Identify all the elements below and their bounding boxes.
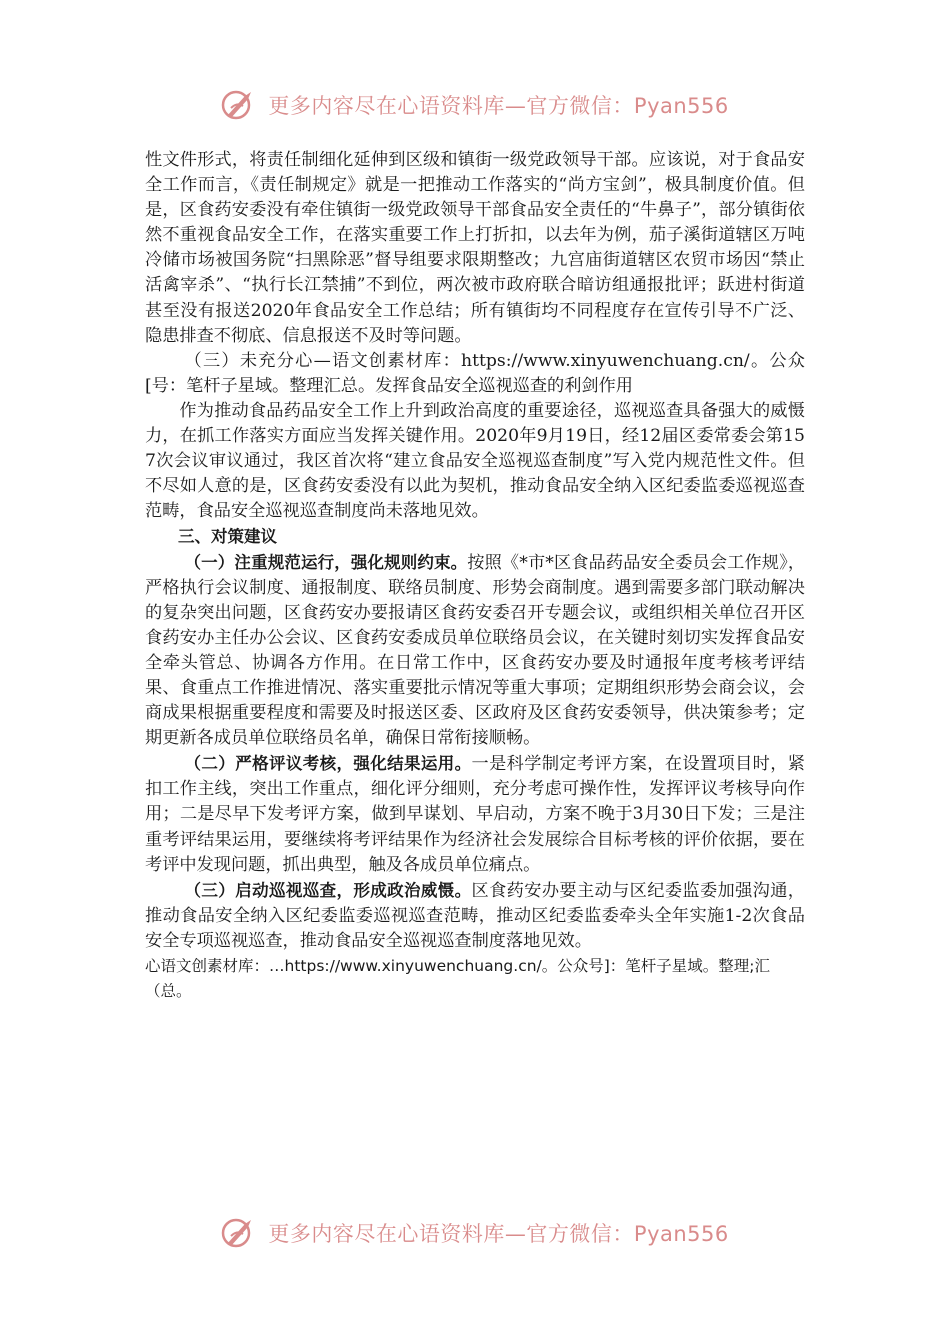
pen-logo-icon	[221, 1216, 257, 1250]
source-note: 心语文创素材库：…https://www.xinyuwenchuang.cn/。公众号]：笔杆子星域。整理;汇（总。	[145, 957, 771, 1000]
suggestion-2-title: （二）严格评议考核，强化结果运用。	[184, 754, 472, 774]
suggestion-1-title: （一）注重规范运行，强化规则约束。	[184, 552, 468, 572]
subheading-inspection: （三）未充分心—语文创素材库：https://www.xinyuwenchuang.cn/。公众[号：笔杆子星域。整理汇总。发挥食品安全巡视巡查的利剑作用	[145, 350, 805, 396]
paragraph-suggestion-2	[145, 751, 805, 877]
header-watermark-banner	[0, 88, 950, 122]
footer-banner-text: 更多内容尽在心语资料库—官方微信：Pyan556	[268, 1222, 729, 1246]
suggestion-2-text: 一是科学制定考评方案，在设置项目时，紧扣工作主线，突出工作重点，细化评分细则，充分考虑可操作性，发挥评议考核导向作用；二是尽早下发考评方案，做到早谋划、早启动，方案不晚于3月30日下发；三是注重考评结果运用，要继续将考评结果作为经济社会发展综合目标考核的评价依据，要在考评中发现问题，抓出典型，触及各成员单位痛点。	[145, 754, 805, 875]
suggestion-3-title: （三）启动巡视巡查，形成政治威慑。	[184, 880, 472, 900]
header-banner-text: 更多内容尽在心语资料库—官方微信：Pyan556	[268, 94, 729, 118]
suggestion-3-text: 区食药安办要主动与区纪委监委加强沟通，推动食品安全纳入区纪委监委巡视巡查范畴，推动区纪委监委牵头全年实施1-2次食品安全专项巡视巡查，推动食品安全巡视巡查制度落地见效。	[145, 880, 805, 951]
footer-watermark-banner	[0, 1216, 950, 1250]
paragraph-inspection: 作为推动食品药品安全工作上升到政治高度的重要途径，巡视巡查具备强大的威慑力，在抓工作落实方面应当发挥关键作用。2020年9月19日，经12届区委常委会第157次会议审议通过，我区首次将“建立食品安全巡视巡查制度”写入党内规范性文件。但不尽如人意的是，区食药安委没有以此为契机，推动食品安全纳入区纪委监委巡视巡查范畴，食品安全巡视巡查制度尚未落地见效。	[145, 400, 805, 522]
paragraph-suggestion-1	[145, 550, 805, 752]
pen-logo-icon	[221, 88, 257, 122]
section-heading-suggestions: 三、对策建议	[178, 527, 277, 547]
suggestion-1-text: 按照《*市*区食品药品安全委员会工作规》，严格执行会议制度、通报制度、联络员制度、形势会商制度。遇到需要多部门联动解决的复杂突出问题，区食药安办要报请区食药安委召开专题会议，或组织相关单位召开区食药安办主任办公会议、区食药安委成员单位联络员会议，在关键时刻切实发挥食品安全牵头管总、协调各方作用。在日常工作中，区食药安办要及时通报年度考核考评结果、食重点工作推进情况、落实重要批示情况等重大事项；定期组织形势会商会议，会商成果根据重要程度和需要及时报送区委、区政府及区食药安委领导，供决策参考；定期更新各成员单位联络员名单，确保日常衔接顺畅。	[145, 552, 806, 749]
paragraph-suggestion-3	[145, 878, 805, 954]
paragraph-responsibility: 性文件形式，将责任制细化延伸到区级和镇街一级党政领导干部。应该说，对于食品安全工作而言，《责任制规定》就是一把推动工作落实的“尚方宝剑”，极具制度价值。但是，区食药安委没有牵住镇街一级党政领导干部食品安全责任的“牛鼻子”，部分镇街依然不重视食品安全工作，在落实重要工作上打折扣，以去年为例，茄子溪街道辖区万吨冷储市场被国务院“扫黑除恶”督导组要求限期整改；九宫庙街道辖区农贸市场因“禁止活禽宰杀”、“执行长江禁捕”不到位，两次被市政府联合暗访组通报批评；跃进村街道甚至没有报送2020年食品安全工作总结；所有镇街均不同程度存在宣传引导不广泛、隐患排查不彻底、信息报送不及时等问题。	[145, 150, 805, 346]
document-body	[145, 148, 805, 1004]
